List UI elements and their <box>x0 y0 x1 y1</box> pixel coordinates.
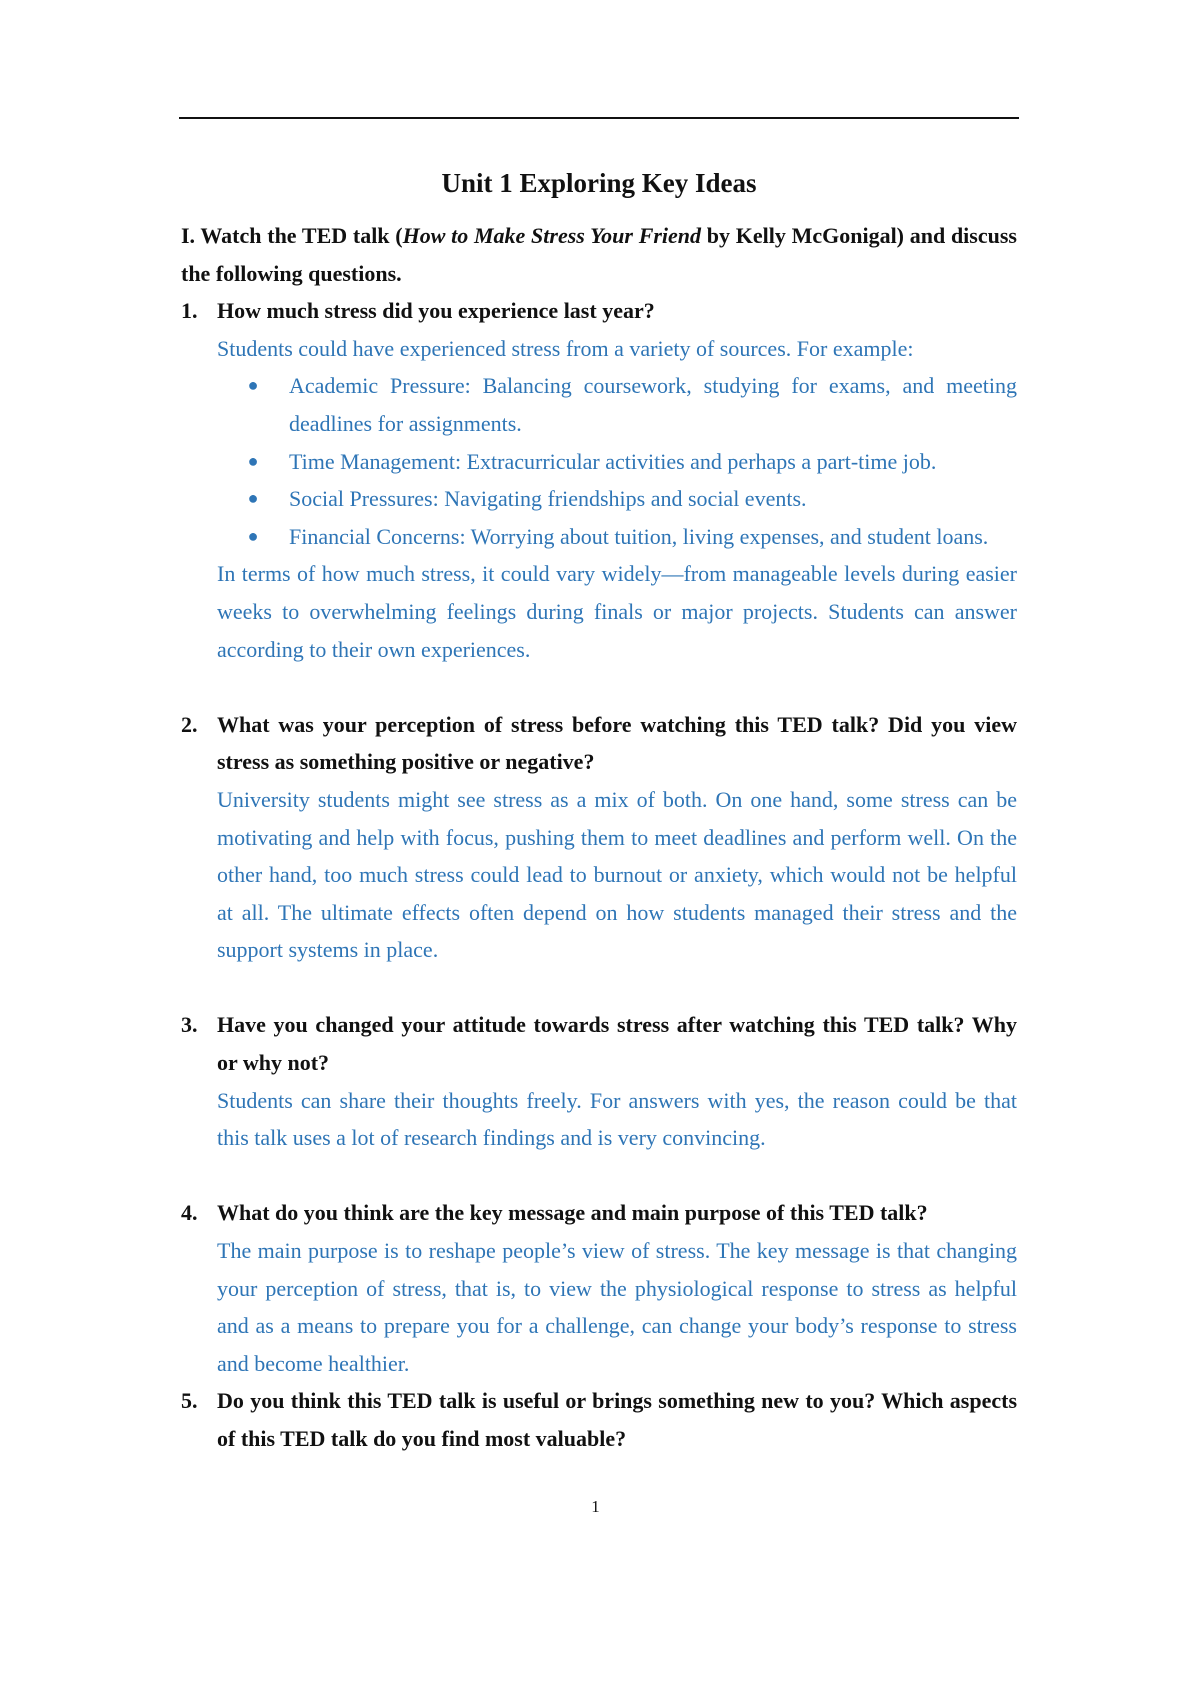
section-heading-suffix: by Kelly McGonigal) and discuss the following questions. <box>181 223 1017 286</box>
question-3-answer <box>217 1082 1017 1157</box>
question-2-heading <box>181 706 1017 781</box>
question-2 <box>181 706 1017 969</box>
header-rule <box>179 117 1019 119</box>
bullet-dot-icon: ● <box>247 488 259 509</box>
section-heading <box>181 217 1017 292</box>
answer-text: The main purpose is to reshape people’s view of stress. The key message is that changing your perception of stress, that is, to view the physiological response to stress as helpful and as a means to prepare you for a challenge, can change your body’s response to stress and become healthier. <box>217 1238 1017 1376</box>
talk-title: How to Make Stress Your Friend <box>402 223 702 248</box>
answer-text: Students can share their thoughts freely. For answers with yes, the reason could be that this talk uses a lot of research findings and is very convincing. <box>217 1087 1017 1151</box>
bullet-text: Financial Concerns: Worrying about tuition, living expenses, and student loans. <box>289 523 989 549</box>
section-heading-prefix: I. Watch the TED talk ( <box>181 223 403 248</box>
question-number: 5. <box>181 1388 198 1414</box>
question-text: Have you changed your attitude towards stress after watching this TED talk? Why or why not? <box>217 1012 1017 1076</box>
page-title: Unit 1 Exploring Key Ideas <box>441 168 757 198</box>
question-text: What do you think are the key message and main purpose of this TED talk? <box>217 1200 928 1226</box>
question-text: How much stress did you experience last year? <box>217 298 655 324</box>
page-content <box>181 163 1017 1458</box>
question-1-heading <box>181 292 1017 330</box>
question-text: Do you think this TED talk is useful or brings something new to you? Which aspects of this TED talk do you find most valuable? <box>217 1388 1017 1451</box>
question-5-heading <box>181 1382 1017 1457</box>
page-number: 1 <box>591 1497 600 1516</box>
question-number: 3. <box>181 1012 198 1038</box>
bullet-dot-icon: ● <box>247 450 259 471</box>
question-text: What was your perception of stress before watching this TED talk? Did you view stress as something positive or negative? <box>217 711 1017 775</box>
question-number: 2. <box>181 711 198 737</box>
question-4-heading <box>181 1194 1017 1232</box>
bullet-item <box>217 443 1017 481</box>
question-2-answer <box>217 781 1017 969</box>
question-5 <box>181 1382 1017 1457</box>
bullet-item <box>217 367 1017 442</box>
spacer <box>181 1157 1017 1195</box>
question-4 <box>181 1194 1017 1382</box>
bullet-text: Social Pressures: Navigating friendships and social events. <box>289 486 807 512</box>
question-number: 1. <box>181 298 198 324</box>
question-1 <box>181 292 1017 668</box>
answer-outro: In terms of how much stress, it could vary widely—from manageable levels during easier weeks to overwhelming feelings during finals or major projects. Students can answer according to their own experiences. <box>217 561 1017 662</box>
question-1-answer <box>217 330 1017 668</box>
bullet-text: Time Management: Extracurricular activities and perhaps a part-time job. <box>289 448 937 474</box>
question-number: 4. <box>181 1200 198 1226</box>
answer-bullet-list <box>217 367 1017 555</box>
answer-intro: Students could have experienced stress from a variety of sources. For example: <box>217 335 914 361</box>
bullet-dot-icon: ● <box>247 525 259 546</box>
answer-text: University students might see stress as a mix of both. On one hand, some stress can be motivating and help with focus, pushing them to meet deadlines and perform well. On the other hand, too much stress could lead to burnout or anxiety, which would not be helpful at all. The ultimate effects often depend on how students managed their stress and the support systems in place. <box>217 786 1017 963</box>
bullet-dot-icon: ● <box>247 375 259 396</box>
spacer <box>181 668 1017 706</box>
question-3 <box>181 1006 1017 1156</box>
question-3-heading <box>181 1006 1017 1081</box>
bullet-text: Academic Pressure: Balancing coursework, studying for exams, and meeting deadlines for assignments. <box>289 373 1017 436</box>
question-4-answer <box>217 1232 1017 1382</box>
spacer <box>181 969 1017 1007</box>
bullet-item <box>217 518 1017 556</box>
bullet-item <box>217 480 1017 518</box>
